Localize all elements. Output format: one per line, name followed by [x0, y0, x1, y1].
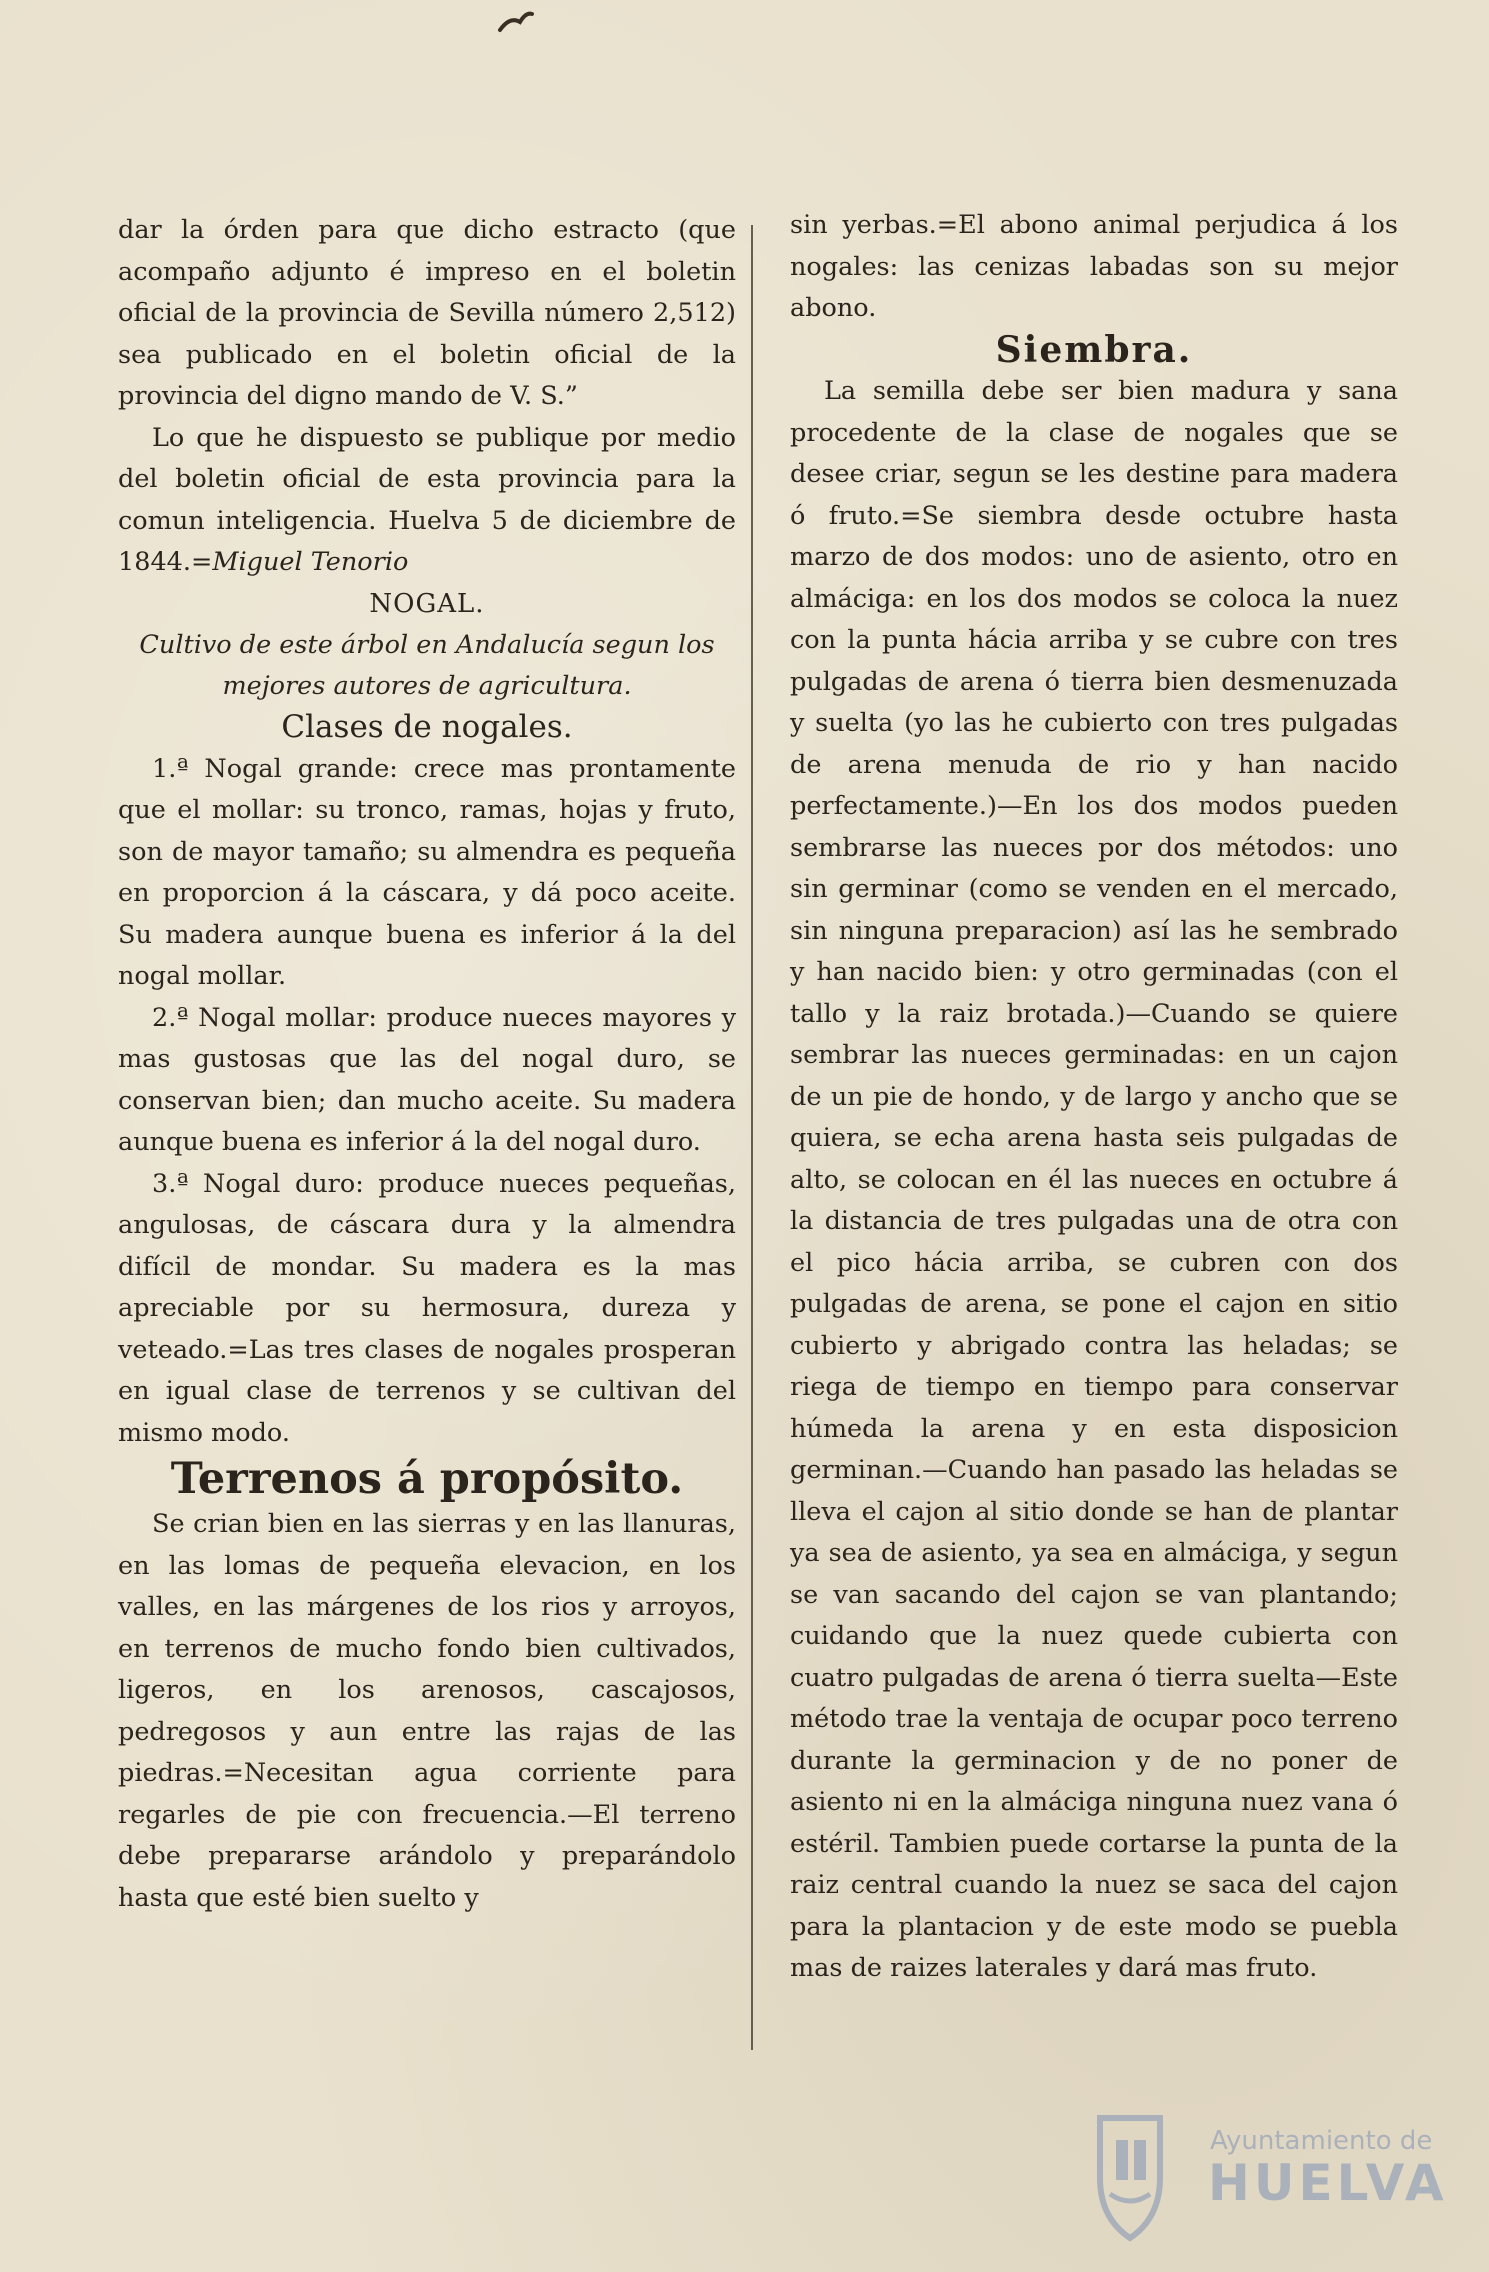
continuation-text: sin yerbas.=El abono animal perjudica á los nogales: las cenizas labadas son su mejor abono. [790, 210, 1398, 323]
section-heading-clases: Clases de nogales. [281, 709, 573, 745]
publication-note [118, 418, 736, 584]
terrenos-text: Se crian bien en las sierras y en las llanuras, en las lomas de pequeña elevacion, en los valles, en las márgenes de los rios y arroyos, en terrenos de mucho fondo bien cultivados, ligeros, en los arenosos, cascajosos, pedregosos y aun entre las rajas de las piedras.=Necesitan agua corriente para regarles de pie con frecuencia.—El terreno debe prepararse arándolo y preparándolo hasta que esté bien suelto y [118, 1509, 736, 1913]
coat-of-arms-icon [1080, 2108, 1180, 2248]
intro-paragraph: dar la órden para que dicho estracto (que acompaño adjunto é impreso en el boletin oficial de la provincia de Sevilla número 2,512) sea publicado en el boletin oficial de la provincia del digno mando de V. S.” [118, 215, 736, 411]
clase-item-3: 3.ª Nogal duro: produce nueces pequeñas, angulosas, de cáscara dura y la almendra difícil de mondar. Su madera es la mas apreciable por su hermosura, dureza y veteado.=Las tres clases de nogales prosperan en igual clase de terrenos y se cultivan del mismo modo. [118, 1168, 736, 1448]
right-column [790, 205, 1398, 1990]
ink-mark [496, 2, 536, 42]
article-title: NOGAL. [369, 588, 485, 619]
watermark-line1: Ayuntamiento de [1210, 2126, 1433, 2156]
section-heading-terrenos: Terrenos á propósito. [170, 1454, 684, 1504]
siembra-text: La semilla debe ser bien madura y sana procedente de la clase de nogales que se desee criar, segun se les destine para madera ó fruto.=Se siembra desde octubre hasta marzo de dos modos: uno de asiento, otro en almáciga: en los dos modos se coloca la nuez con la punta hácia arriba y se cubre con tres pulgadas de arena ó tierra bien desmenuzada y suelta (yo las he cubierto con tres pulgadas de arena menuda de rio y han nacido perfectamente.)—En los dos modos pueden sembrarse las nueces por dos métodos: uno sin germinar (como se venden en el mercado, sin ninguna preparacion) así las he sembrado y han nacido bien: y otro germinadas (con el tallo y la raiz brotada.)—Cuando se quiere sembrar las nueces germinadas: en un cajon de un pie de hondo, y de largo y ancho que se quiera, se echa arena hasta seis pulgadas de alto, se colocan en él las nueces en octubre á la distancia de tres pulgadas una de otra con el pico hácia arriba, se cubren con dos pulgadas de arena, se pone el cajon en sitio cubierto y abrigado contra las heladas; se riega de tiempo en tiempo para conservar húmeda la arena y en esta disposicion germinan.—Cuando han pasado las heladas se lleva el cajon al sitio donde se han de plantar ya sea de asiento, ya sea en almáciga, y segun se van sacando del cajon se van plantando; cuidando que la nuez quede cubierta con cuatro pulgadas de arena ó tierra suelta—Este método trae la ventaja de ocupar poco terreno durante la germinacion y de no poner de asiento ni en la almáciga ninguna nuez vana ó estéril. Tambien puede cortarse la punta de la raiz central cuando la nuez se saca del cajon para la plantacion y de este modo se puebla mas de raizes laterales y dará mas fruto. [790, 376, 1398, 1983]
left-column [118, 210, 736, 1919]
watermark-line2: HUELVA [1208, 2154, 1448, 2212]
article-subtitle: Cultivo de este árbol en Andalucía segun los mejores autores de agricultura. [139, 630, 715, 701]
publication-note-text: Lo que he dispuesto se publique por medio del boletin oficial de esta provincia para la comun inteligencia. Huelva 5 de diciembre de 1844.= [118, 422, 736, 577]
clase-item-2: 2.ª Nogal mollar: produce nueces mayores y mas gustosas que las del nogal duro, se conservan bien; dan mucho aceite. Su madera aunque buena es inferior á la del nogal duro. [118, 1002, 736, 1157]
section-heading-siembra: Siembra. [995, 328, 1193, 371]
signature: Miguel Tenorio [212, 547, 409, 577]
archive-watermark [1080, 2108, 1448, 2258]
clase-item-1: 1.ª Nogal grande: crece mas prontamente que el mollar: su tronco, ramas, hojas y fruto, son de mayor tamaño; su almendra es pequeña en proporcion á la cáscara, y dá poco aceite. Su madera aunque buena es inferior á la del nogal mollar. [118, 753, 736, 991]
column-divider [751, 225, 753, 2050]
